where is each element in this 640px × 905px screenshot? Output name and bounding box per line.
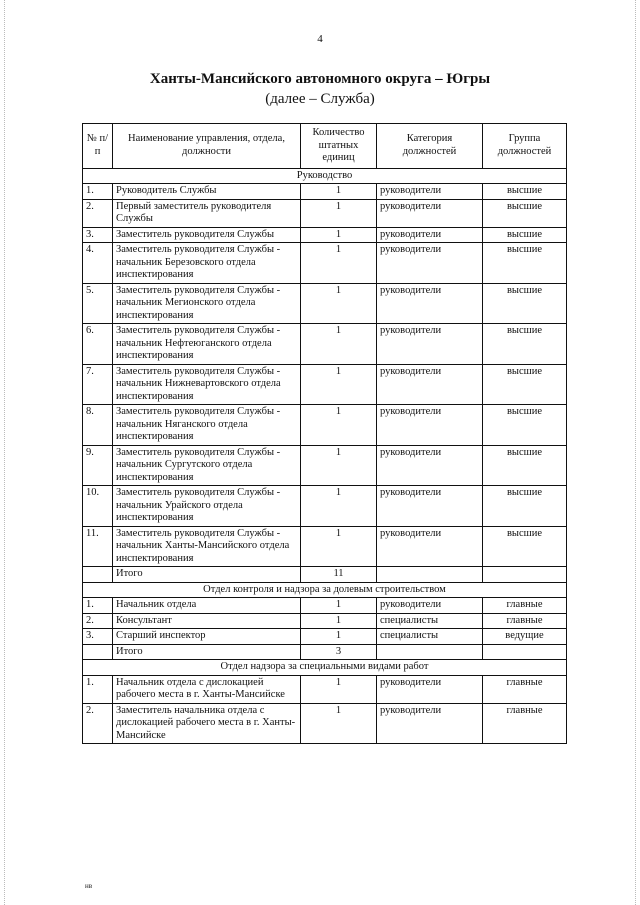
- section-title: Руководство: [83, 168, 567, 184]
- section-header-row: [83, 168, 567, 184]
- total-num-empty: [83, 567, 113, 583]
- row-number: 5.: [83, 283, 113, 324]
- row-number: 1.: [83, 675, 113, 703]
- row-number: 3.: [83, 629, 113, 645]
- position-name: Начальник отдела с дислокацией рабочего места в г. Ханты-Мансийске: [113, 675, 301, 703]
- total-group-empty: [483, 644, 567, 660]
- footer-mark: нв: [85, 882, 93, 890]
- staff-count: 1: [301, 598, 377, 614]
- staff-count: 1: [301, 199, 377, 227]
- position-group: высшие: [483, 227, 567, 243]
- position-name: Консультант: [113, 613, 301, 629]
- table-row: [83, 526, 567, 567]
- staff-count: 1: [301, 486, 377, 527]
- position-group: высшие: [483, 243, 567, 284]
- position-category: специалисты: [377, 629, 483, 645]
- position-group: высшие: [483, 526, 567, 567]
- table-row: [83, 405, 567, 446]
- table-row: [83, 629, 567, 645]
- table-row: [83, 199, 567, 227]
- position-name: Заместитель руководителя Службы - начальник Сургутского отдела инспектирования: [113, 445, 301, 486]
- row-number: 1.: [83, 598, 113, 614]
- row-number: 9.: [83, 445, 113, 486]
- staff-count: 1: [301, 526, 377, 567]
- row-number: 11.: [83, 526, 113, 567]
- row-number: 6.: [83, 324, 113, 365]
- position-name: Заместитель руководителя Службы: [113, 227, 301, 243]
- position-name: Начальник отдела: [113, 598, 301, 614]
- total-label: Итого: [113, 567, 301, 583]
- position-name: Старший инспектор: [113, 629, 301, 645]
- position-group: главные: [483, 703, 567, 744]
- position-group: высшие: [483, 199, 567, 227]
- staff-count: 1: [301, 364, 377, 405]
- total-value: 11: [301, 567, 377, 583]
- position-category: руководители: [377, 243, 483, 284]
- position-category: руководители: [377, 184, 483, 200]
- table-row: [83, 598, 567, 614]
- row-number: 1.: [83, 184, 113, 200]
- staff-count: 1: [301, 613, 377, 629]
- position-category: руководители: [377, 598, 483, 614]
- page-number: 4: [317, 33, 323, 45]
- total-num-empty: [83, 644, 113, 660]
- table-row: [83, 675, 567, 703]
- document-title: Ханты-Мансийского автономного округа – Югры: [149, 71, 491, 87]
- position-category: руководители: [377, 199, 483, 227]
- position-name: Заместитель руководителя Службы - начальник Няганского отдела инспектирования: [113, 405, 301, 446]
- staff-count: 1: [301, 445, 377, 486]
- position-name: Заместитель руководителя Службы - начальник Урайского отдела инспектирования: [113, 486, 301, 527]
- table-body: [83, 168, 567, 744]
- section-header-row: [83, 660, 567, 676]
- staff-count: 1: [301, 243, 377, 284]
- scan-edge-left: [4, 0, 5, 905]
- position-category: руководители: [377, 675, 483, 703]
- document-subtitle: (далее – Служба): [265, 91, 375, 107]
- position-name: Первый заместитель руководителя Службы: [113, 199, 301, 227]
- position-group: высшие: [483, 405, 567, 446]
- position-name: Заместитель руководителя Службы - начальник Нижневартовского отдела инспектирования: [113, 364, 301, 405]
- position-name: Заместитель руководителя Службы - начальник Нефтеюганского отдела инспектирования: [113, 324, 301, 365]
- staff-count: 1: [301, 405, 377, 446]
- position-category: руководители: [377, 405, 483, 446]
- table-row: [83, 227, 567, 243]
- row-number: 8.: [83, 405, 113, 446]
- position-category: руководители: [377, 703, 483, 744]
- row-number: 10.: [83, 486, 113, 527]
- table-row: [83, 486, 567, 527]
- position-group: высшие: [483, 184, 567, 200]
- header-qty: Количество штатных единиц: [301, 124, 377, 169]
- table-row: [83, 324, 567, 365]
- staff-count: 1: [301, 675, 377, 703]
- position-category: руководители: [377, 526, 483, 567]
- position-category: руководители: [377, 324, 483, 365]
- section-header-row: [83, 582, 567, 598]
- position-category: руководители: [377, 445, 483, 486]
- total-row: [83, 567, 567, 583]
- header-category: Категория должностей: [377, 124, 483, 169]
- row-number: 7.: [83, 364, 113, 405]
- row-number: 2.: [83, 199, 113, 227]
- table-row: [83, 703, 567, 744]
- position-name: Заместитель руководителя Службы - начальник Березовского отдела инспектирования: [113, 243, 301, 284]
- total-row: [83, 644, 567, 660]
- total-label: Итого: [113, 644, 301, 660]
- header-group: Группа должностей: [483, 124, 567, 169]
- staff-count: 1: [301, 703, 377, 744]
- staff-count: 1: [301, 629, 377, 645]
- staff-count: 1: [301, 184, 377, 200]
- position-group: высшие: [483, 445, 567, 486]
- total-value: 3: [301, 644, 377, 660]
- position-category: руководители: [377, 364, 483, 405]
- section-title: Отдел надзора за специальными видами работ: [83, 660, 567, 676]
- table-row: [83, 445, 567, 486]
- position-group: высшие: [483, 324, 567, 365]
- position-group: главные: [483, 598, 567, 614]
- row-number: 2.: [83, 613, 113, 629]
- staff-count: 1: [301, 283, 377, 324]
- position-category: руководители: [377, 283, 483, 324]
- header-num: № п/п: [83, 124, 113, 169]
- position-name: Заместитель руководителя Службы - начальник Ханты-Мансийского отдела инспектирования: [113, 526, 301, 567]
- table-header-row: [83, 124, 567, 169]
- position-group: высшие: [483, 283, 567, 324]
- position-group: ведущие: [483, 629, 567, 645]
- position-category: руководители: [377, 486, 483, 527]
- table-row: [83, 364, 567, 405]
- position-group: главные: [483, 675, 567, 703]
- table-row: [83, 613, 567, 629]
- position-category: специалисты: [377, 613, 483, 629]
- row-number: 2.: [83, 703, 113, 744]
- position-group: высшие: [483, 364, 567, 405]
- position-group: главные: [483, 613, 567, 629]
- staff-table: [82, 123, 567, 744]
- position-group: высшие: [483, 486, 567, 527]
- row-number: 4.: [83, 243, 113, 284]
- total-group-empty: [483, 567, 567, 583]
- position-category: руководители: [377, 227, 483, 243]
- position-name: Заместитель руководителя Службы - начальник Мегионского отдела инспектирования: [113, 283, 301, 324]
- table-row: [83, 184, 567, 200]
- total-category-empty: [377, 644, 483, 660]
- position-name: Руководитель Службы: [113, 184, 301, 200]
- header-name: Наименование управления, отдела, должности: [113, 124, 301, 169]
- section-title: Отдел контроля и надзора за долевым строительством: [83, 582, 567, 598]
- staff-count: 1: [301, 324, 377, 365]
- staff-count: 1: [301, 227, 377, 243]
- position-name: Заместитель начальника отдела с дислокацией рабочего места в г. Ханты-Мансийске: [113, 703, 301, 744]
- table-row: [83, 283, 567, 324]
- total-category-empty: [377, 567, 483, 583]
- row-number: 3.: [83, 227, 113, 243]
- scan-edge-right: [635, 0, 636, 905]
- table-row: [83, 243, 567, 284]
